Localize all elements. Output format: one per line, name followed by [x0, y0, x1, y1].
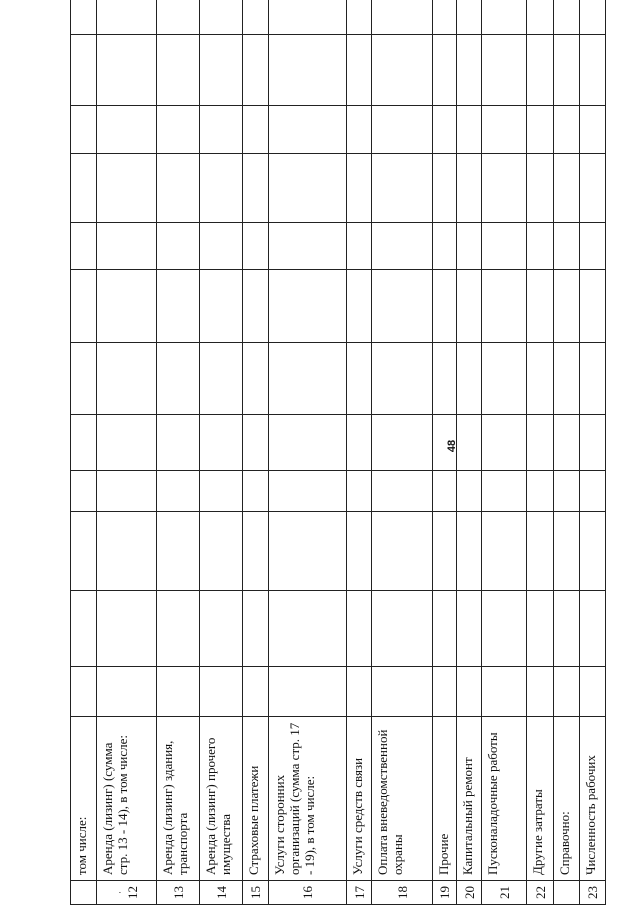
table-row: [457, 0, 482, 905]
value-cell: [457, 343, 482, 415]
value-cell: [347, 471, 372, 512]
value-cell: [457, 591, 482, 667]
value-cell: [433, 154, 457, 223]
value-cell: [433, 223, 457, 270]
value-cell: [157, 223, 200, 270]
value-cell: [580, 471, 606, 512]
value-cell: [372, 415, 433, 471]
value-cell: [554, 512, 580, 591]
value-cell: [200, 667, 243, 717]
value-cell: [71, 667, 97, 717]
table-row: [71, 0, 97, 905]
value-cell: [97, 0, 157, 35]
value-cell: [243, 471, 269, 512]
table-row: [347, 0, 372, 905]
value-cell: [372, 471, 433, 512]
value-cell: [527, 343, 554, 415]
value-cell: [580, 591, 606, 667]
value-cell: [482, 667, 527, 717]
row-number: 16: [269, 881, 347, 905]
value-cell: [372, 106, 433, 154]
value-cell: [97, 343, 157, 415]
value-cell: [457, 154, 482, 223]
value-cell: [372, 591, 433, 667]
value-cell: [527, 591, 554, 667]
value-cell: [269, 0, 347, 35]
value-cell: [243, 223, 269, 270]
value-cell: [157, 591, 200, 667]
row-label: Пусконаладочные работы: [482, 717, 527, 881]
value-cell: [347, 415, 372, 471]
value-cell: [157, 154, 200, 223]
value-cell: [482, 0, 527, 35]
value-cell: [243, 106, 269, 154]
value-cell: [269, 667, 347, 717]
value-cell: [554, 415, 580, 471]
value-cell: [554, 270, 580, 343]
value-cell: [580, 223, 606, 270]
value-cell: [527, 223, 554, 270]
value-cell: [433, 0, 457, 35]
row-label: Услуги средств связи: [347, 717, 372, 881]
value-cell: [554, 223, 580, 270]
value-cell: [457, 471, 482, 512]
value-cell: [243, 591, 269, 667]
value-cell: [347, 35, 372, 106]
value-cell: [71, 154, 97, 223]
value-cell: [71, 512, 97, 591]
row-number: 23: [580, 881, 606, 905]
value-cell: [482, 591, 527, 667]
value-cell: [243, 512, 269, 591]
row-number: 18: [372, 881, 433, 905]
table-row: [554, 0, 580, 905]
table-row: [372, 0, 433, 905]
value-cell: [269, 35, 347, 106]
value-cell: [97, 223, 157, 270]
row-number: 15: [243, 881, 269, 905]
value-cell: [347, 343, 372, 415]
value-cell: [482, 512, 527, 591]
row-label: Услуги сторонних организаций (сумма стр. 17 - 19), в том числе:: [269, 717, 347, 881]
value-cell: [269, 512, 347, 591]
value-cell: [157, 471, 200, 512]
value-cell: [200, 512, 243, 591]
value-cell: [200, 415, 243, 471]
value-cell: [457, 35, 482, 106]
value-cell: [372, 343, 433, 415]
value-cell: [433, 512, 457, 591]
value-cell: [71, 270, 97, 343]
row-label: Прочие: [433, 717, 457, 881]
value-cell: [97, 591, 157, 667]
value-cell: [554, 471, 580, 512]
value-cell: [200, 343, 243, 415]
value-cell: [527, 35, 554, 106]
value-cell: [157, 415, 200, 471]
row-number: 22: [527, 881, 554, 905]
value-cell: [527, 154, 554, 223]
value-cell: [243, 415, 269, 471]
value-cell: [200, 0, 243, 35]
value-cell: [580, 0, 606, 35]
value-cell: [157, 512, 200, 591]
value-cell: [554, 591, 580, 667]
value-cell: [347, 667, 372, 717]
value-cell: [580, 512, 606, 591]
value-cell: [269, 343, 347, 415]
value-cell: [71, 106, 97, 154]
table-row: [527, 0, 554, 905]
value-cell: [482, 270, 527, 343]
table-row: [482, 0, 527, 905]
rotated-table-wrapper: [70, 18, 600, 905]
value-cell: [269, 223, 347, 270]
value-cell: [269, 154, 347, 223]
value-cell: [457, 223, 482, 270]
value-cell: [71, 223, 97, 270]
value-cell: [527, 0, 554, 35]
value-cell: [527, 106, 554, 154]
value-cell: [527, 270, 554, 343]
value-cell: [347, 591, 372, 667]
row-label: Аренда (лизинг) прочего имущества: [200, 717, 243, 881]
row-label: Страховые платежи: [243, 717, 269, 881]
row-number: [71, 881, 97, 905]
row-label: Оплата вневедомственной охраны: [372, 717, 433, 881]
value-cell: [372, 35, 433, 106]
table-row: [433, 0, 457, 905]
value-cell: [71, 0, 97, 35]
expense-table: [70, 0, 606, 905]
value-cell: [372, 512, 433, 591]
value-cell: [433, 667, 457, 717]
value-cell: [243, 270, 269, 343]
value-cell: [157, 270, 200, 343]
value-cell: [269, 106, 347, 154]
value-cell: [527, 512, 554, 591]
value-cell: [372, 0, 433, 35]
value-cell: [347, 512, 372, 591]
row-number: 13: [157, 881, 200, 905]
value-cell: [554, 154, 580, 223]
table-row: [97, 0, 157, 905]
value-cell: [482, 415, 527, 471]
value-cell: [243, 667, 269, 717]
value-cell: [580, 667, 606, 717]
value-cell: [372, 667, 433, 717]
value-cell: [157, 667, 200, 717]
value-cell: [157, 0, 200, 35]
value-cell: [580, 154, 606, 223]
row-number: 19: [433, 881, 457, 905]
value-cell: [482, 343, 527, 415]
value-cell: [433, 415, 457, 471]
value-cell: [243, 0, 269, 35]
value-cell: [347, 270, 372, 343]
row-label: Капитальный ремонт: [457, 717, 482, 881]
value-cell: [580, 343, 606, 415]
page-number: 48: [446, 439, 458, 453]
value-cell: [580, 270, 606, 343]
value-cell: [372, 154, 433, 223]
value-cell: [457, 667, 482, 717]
value-cell: [580, 415, 606, 471]
row-label: Аренда (лизинг) здания, транспорта: [157, 717, 200, 881]
value-cell: [433, 343, 457, 415]
value-cell: [554, 0, 580, 35]
value-cell: [157, 343, 200, 415]
value-cell: [527, 415, 554, 471]
row-number: · 12: [97, 881, 157, 905]
value-cell: [243, 35, 269, 106]
value-cell: [97, 471, 157, 512]
row-number: 17: [347, 881, 372, 905]
value-cell: [554, 343, 580, 415]
value-cell: [97, 512, 157, 591]
value-cell: [200, 591, 243, 667]
value-cell: [433, 471, 457, 512]
value-cell: [580, 35, 606, 106]
value-cell: [97, 270, 157, 343]
value-cell: [71, 471, 97, 512]
value-cell: [554, 106, 580, 154]
value-cell: [433, 591, 457, 667]
value-cell: [457, 512, 482, 591]
table-row: [157, 0, 200, 905]
value-cell: [71, 35, 97, 106]
value-cell: [457, 270, 482, 343]
row-label: Справочно:: [554, 717, 580, 881]
value-cell: [482, 106, 527, 154]
value-cell: [97, 415, 157, 471]
table-row: [243, 0, 269, 905]
value-cell: [157, 106, 200, 154]
row-number: [554, 881, 580, 905]
value-cell: [200, 35, 243, 106]
value-cell: [97, 667, 157, 717]
table-row: [269, 0, 347, 905]
value-cell: [269, 591, 347, 667]
row-label: Аренда (лизинг) (сумма стр. 13 - 14), в том числе:: [97, 717, 157, 881]
value-cell: [97, 35, 157, 106]
value-cell: [347, 223, 372, 270]
value-cell: [527, 667, 554, 717]
value-cell: [554, 35, 580, 106]
row-number: 14: [200, 881, 243, 905]
value-cell: [200, 106, 243, 154]
value-cell: [347, 106, 372, 154]
value-cell: [433, 270, 457, 343]
row-label: Численность рабочих: [580, 717, 606, 881]
value-cell: [482, 154, 527, 223]
table-row: [580, 0, 606, 905]
value-cell: [243, 343, 269, 415]
value-cell: [372, 270, 433, 343]
value-cell: [71, 591, 97, 667]
value-cell: [269, 415, 347, 471]
row-label: Другие затраты: [527, 717, 554, 881]
value-cell: [347, 154, 372, 223]
value-cell: [482, 471, 527, 512]
row-mark: ·: [114, 891, 125, 894]
table-row: [200, 0, 243, 905]
row-label: том числе:: [71, 717, 97, 881]
value-cell: [97, 106, 157, 154]
value-cell: [71, 343, 97, 415]
value-cell: [457, 415, 482, 471]
value-cell: [457, 106, 482, 154]
value-cell: [433, 106, 457, 154]
value-cell: [269, 270, 347, 343]
value-cell: [71, 415, 97, 471]
value-cell: [200, 471, 243, 512]
value-cell: [157, 35, 200, 106]
value-cell: [554, 667, 580, 717]
value-cell: [527, 471, 554, 512]
value-cell: [269, 471, 347, 512]
value-cell: [433, 35, 457, 106]
value-cell: [482, 35, 527, 106]
value-cell: [482, 223, 527, 270]
value-cell: [580, 106, 606, 154]
value-cell: [372, 223, 433, 270]
value-cell: [200, 270, 243, 343]
value-cell: [243, 154, 269, 223]
value-cell: [457, 0, 482, 35]
value-cell: [200, 154, 243, 223]
value-cell: [97, 154, 157, 223]
value-cell: [200, 223, 243, 270]
row-number: 21: [482, 881, 527, 905]
row-number: 20: [457, 881, 482, 905]
value-cell: [347, 0, 372, 35]
